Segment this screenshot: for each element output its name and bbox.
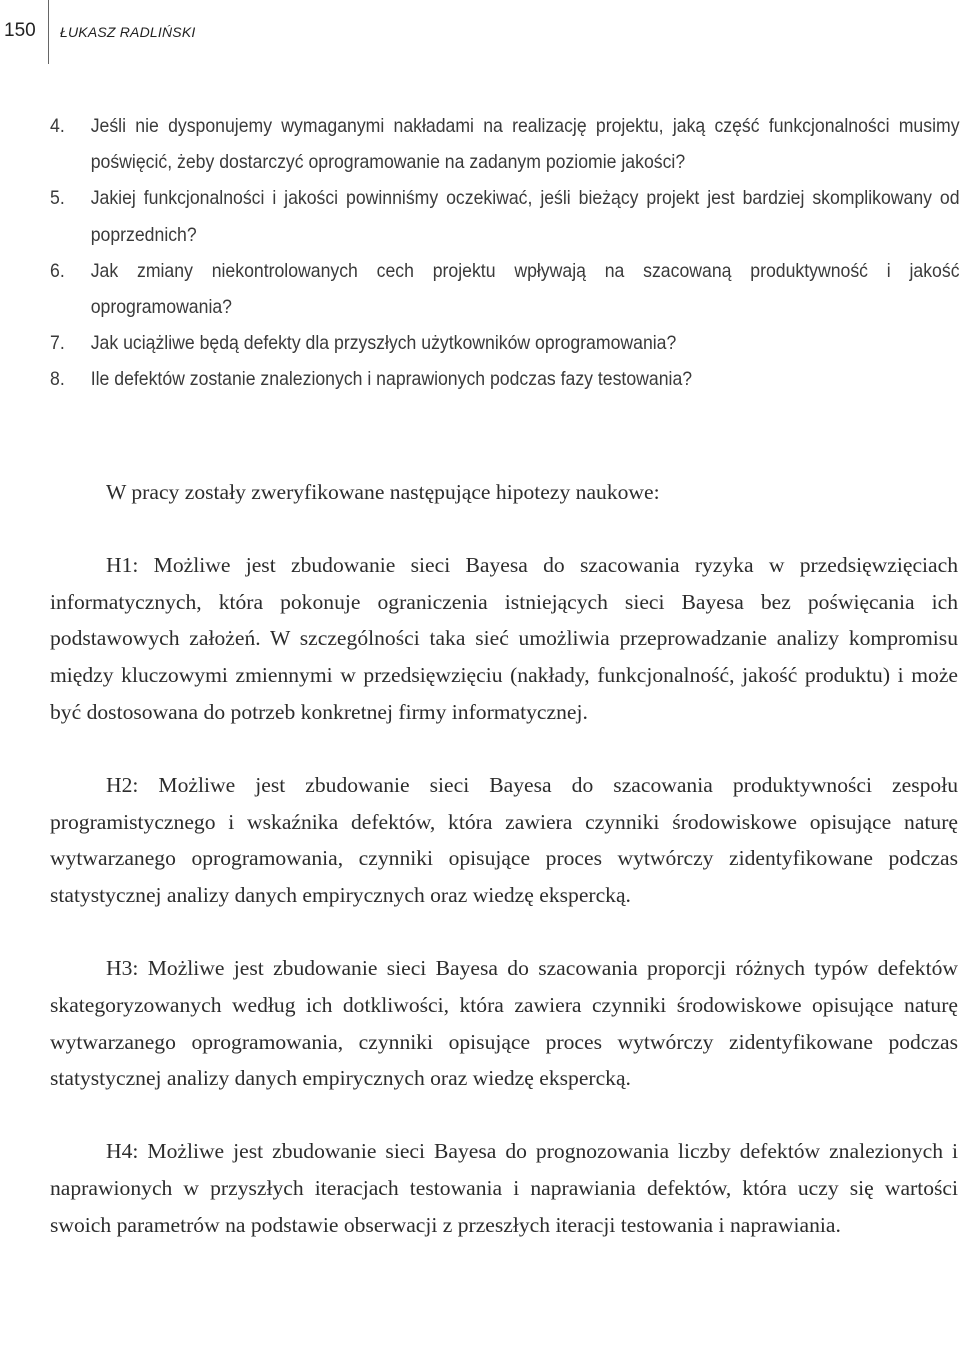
list-item-text: Ile defektów zostanie znalezionych i naprawionych podczas fazy testowania?: [90, 368, 693, 391]
list-item-text: Jak uciążliwe będą defekty dla przyszłych użytkowników oprogramowania?: [90, 332, 677, 355]
list-item-number: 5.: [50, 187, 65, 210]
page-number: 150: [4, 20, 36, 41]
list-item-text: Jeśli nie dysponujemy wymaganymi nakładami na realizację projektu, jaką część funkcjonalności musimy poświęcić, żeby dostarczyć oprogramowanie na zadanym poziomie jakości?: [90, 115, 960, 174]
list-item-number: 7.: [50, 332, 65, 355]
body-text: [50, 474, 958, 1280]
running-header: [0, 0, 400, 66]
list-item: [50, 325, 960, 361]
hypothesis-h3: H3: Możliwe jest zbudowanie sieci Bayesa do szacowania proporcji różnych typów defektów skategoryzowanych według ich dotkliwości, która zawiera czynniki środowiskowe opisujące naturę wytwarzanego oprogramowania, czynniki opisujące proces wytwórczy zidentyfikowane podczas statystycznej analizy danych empirycznych oraz wiedzę ekspercką.: [50, 955, 958, 1091]
hypothesis-h2: H2: Możliwe jest zbudowanie sieci Bayesa do szacowania produktywności zespołu programistycznego i wskaźnika defektów, która zawiera czynniki środowiskowe opisujące naturę wytwarzanego oprogramowania, czynniki opisujące proces wytwórczy zidentyfikowane podczas statystycznej analizy danych empirycznych oraz wiedzę ekspercką.: [50, 772, 958, 908]
question-list: [50, 108, 960, 398]
intro-paragraph: W pracy zostały zweryfikowane następujące hipotezy naukowe:: [106, 480, 660, 504]
list-item: [50, 108, 960, 180]
list-item-number: 6.: [50, 259, 65, 282]
hypothesis-h1: H1: Możliwe jest zbudowanie sieci Bayesa do szacowania ryzyka w przedsięwzięciach informatycznych, która pokonuje ograniczenia istniejących sieci Bayesa bez poświęcania ich podstawowych założeń. W szczególności taka sieć umożliwia przeprowadzanie analizy kompromisu między kluczowymi zmiennymi w przedsięwzięciu (nakłady, funkcjonalność, jakość produktu) i może być dostosowana do potrzeb konkretnej firmy informatycznej.: [50, 552, 958, 724]
list-item-number: 8.: [50, 368, 65, 391]
list-item-text: Jak zmiany niekontrolowanych cech projektu wpływają na szacowaną produktywność i jakość oprogramowania?: [90, 259, 960, 319]
running-author: ŁUKASZ RADLIŃSKI: [60, 24, 196, 40]
list-item-number: 4.: [50, 115, 65, 137]
list-item: [50, 361, 960, 397]
header-divider: [48, 0, 49, 64]
list-item-text: Jakiej funkcjonalności i jakości powinniśmy oczekiwać, jeśli bieżący projekt jest bardziej skomplikowany od poprzednich?: [90, 187, 960, 246]
list-item: [50, 180, 960, 252]
list-item: [50, 253, 960, 325]
hypothesis-h4: H4: Możliwe jest zbudowanie sieci Bayesa do prognozowania liczby defektów znalezionych i naprawionych w przyszłych iteracjach testowania i naprawiania defektów, która uczy się wartości swoich parametrów na podstawie obserwacji z przeszłych iteracji testowania i naprawiania.: [50, 1139, 958, 1237]
